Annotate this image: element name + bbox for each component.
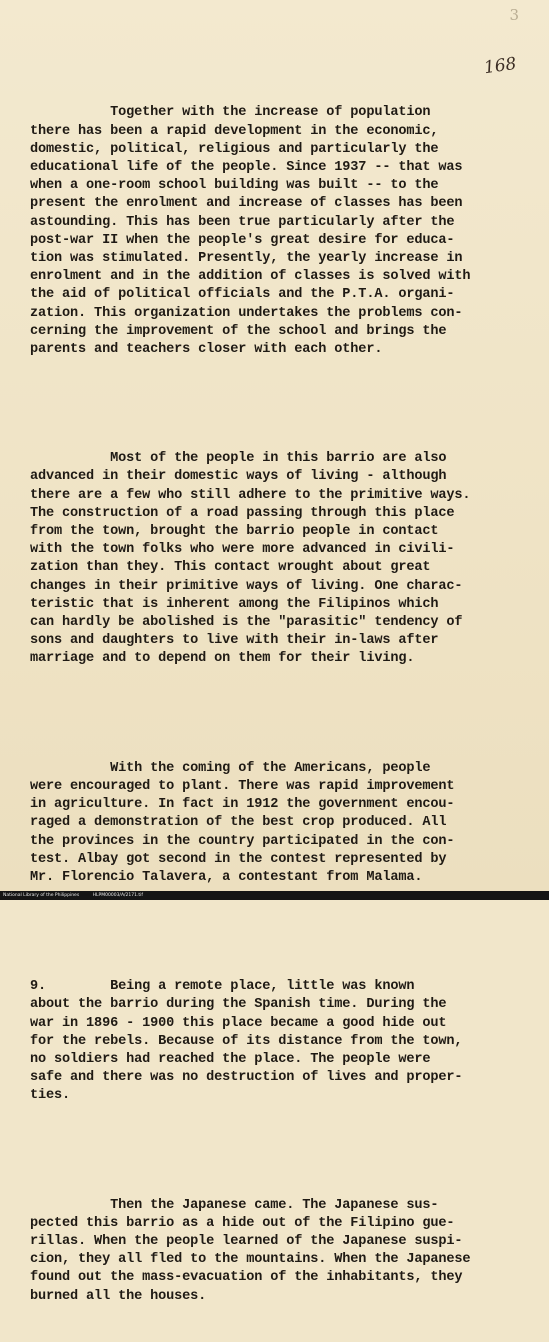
paragraph-spanish-time: 9. Being a remote place, little was known about the barrio during the Spanish time. During the war in 1896 - 1900 this place became a good hide out for the rebels. Because of its distance from the town, no soldiers had reached the place. The people were safe and there was no destruction of lives and proper- ties. bbox=[30, 979, 463, 1104]
page-number: 3 bbox=[509, 6, 519, 24]
footer-file-name: HLPM00003/A/2171.tif bbox=[92, 893, 144, 898]
typed-text-body bbox=[30, 68, 520, 1342]
handwritten-number: 168 bbox=[482, 53, 518, 79]
paragraph-americans: With the coming of the Americans, people were encouraged to plant. There was rapid improvement in agriculture. In fact in 1912 the government encou- raged a demonstration of the best crop produced. All the provinces in the country participated in the con- test. Albay got second in the contest represented by Mr. Florencio Talavera, a contestant from Malama. bbox=[30, 760, 455, 885]
footer-library-name: National Library of the Philippines bbox=[3, 893, 80, 898]
paragraph-domestic-ways: Most of the people in this barrio are also advanced in their domestic ways of living - although there are a few who still adhere to the primitive ways. The construction of a road passing through this place from the town, brought the barrio people in contact with the town folks who were more advanced in civili- zation than they. This contact wrought about great changes in their primitive ways of living. One charac- teristic that is inherent among the Filipinos which can hardly be abolished is the "parasitic" tendency of sons and daughters to live with their in-laws after marriage and to depend on them for their living. bbox=[30, 451, 471, 667]
scan-footer-bar bbox=[0, 891, 549, 900]
paragraph-japanese: Then the Japanese came. The Japanese sus- pected this barrio as a hide out of the Filipino gue- rillas. When the people learned of the Japanese suspi- cion, they all fled to the mountains. When the Japanese found out the mass-evacuation of the inhabitants, they burned all the houses. bbox=[30, 1197, 471, 1304]
paragraph-education: Together with the increase of population there has been a rapid development in the economic, domestic, political, religious and particularly the educational life of the people. Since 1937 -- that was when a one-room school building was built -- to the present the enrolment and increase of classes has been astounding. This has been true particularly after the post-war II when the people's great desire for educa- tion was stimulated. Presently, the yearly increase in enrolment and in the addition of classes is solved with the aid of political officials and the P.T.A. organi- zation. This organization undertakes the problems con- cerning the improvement of the school and brings the parents and teachers closer with each other. bbox=[30, 105, 471, 358]
